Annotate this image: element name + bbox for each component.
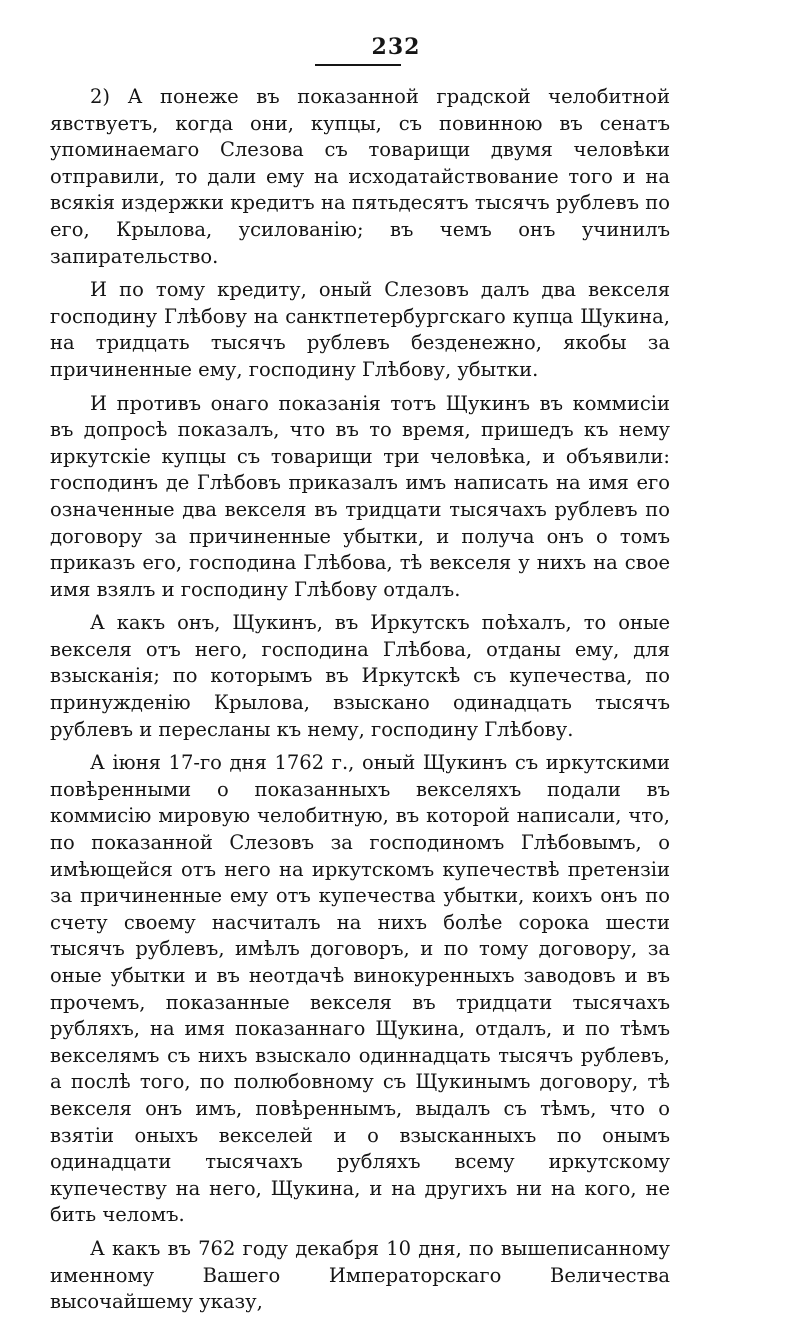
- paragraph: 2) А понеже въ показанной градской челобитной явствуетъ, когда они, купцы, съ повинною въ сенатъ упоминаемаго Слезова съ товарищи двумя человѣки отправили, то дали ему на исходатайствование того и на всякія издержки кредитъ на пятьдесятъ тысячъ рублевъ по его, Крылова, усилованію; въ чемъ онъ учинилъ запирательство.: [50, 85, 670, 268]
- paragraph: И противъ онаго показанія тотъ Щукинъ въ коммисіи въ допросѣ показалъ, что въ то время, пришедъ къ нему иркутскіе купцы съ товарищи три человѣка, и объявили: господинъ де Глѣбовъ приказалъ имъ написать на имя его означенные два векселя въ тридцати тысячахъ рублевъ по договору за причиненные убытки, и получа онъ о томъ приказъ его, господина Глѣбова, тѣ векселя у нихъ на свое имя взялъ и господину Глѣбову отдалъ.: [50, 391, 670, 601]
- body-text: [50, 84, 670, 1323]
- paragraph: А іюня 17-го дня 1762 г., оный Щукинъ съ иркутскими повѣренными о показанныхъ векселяхъ подали въ коммисію мировую челобитную, въ которой написали, что, по показанной Слезовъ за господиномъ Глѣбовымъ, о имѣющейся отъ него на иркутскомъ купечествѣ претензіи за причиненные ему отъ купечества убытки, коихъ онъ по счету своему насчиталъ на нихъ болѣе сорока шести тысячъ рублевъ, имѣлъ договоръ, и по тому договору, за оные убытки и въ неотдачѣ винокуренныхъ заводовъ и въ прочемъ, показанные векселя въ тридцати тысячахъ рубляхъ, на имя показаннаго Щукина, отдалъ, и по тѣмъ векселямъ съ нихъ взыскало одиннадцать тысячъ рублевъ, а послѣ того, по полюбовному съ Щукинымъ договору, тѣ векселя онъ имъ, повѣреннымъ, выдалъ съ тѣмъ, что о взятіи оныхъ векселей и о взысканныхъ по онымъ одинадцати тысячахъ рубляхъ всему иркутскому купечеству на него, Щукина, и на другихъ ни на кого, не бить челомъ.: [50, 751, 670, 1227]
- page-number-rule: [315, 64, 401, 66]
- paragraph: А какъ въ 762 году декабря 10 дня, по вышеписанному именному Вашего Императорскаго Величества высочайшему указу,: [50, 1236, 670, 1314]
- page-number: 232: [371, 34, 421, 60]
- paragraph: А какъ онъ, Щукинъ, въ Иркутскъ поѣхалъ, то оные векселя отъ него, господина Глѣбова, отданы ему, для взысканія; по которымъ въ Иркутскѣ съ купечества, по принужденію Крылова, взыскано одинадцать тысячъ рублевъ и пересланы къ нему, господину Глѣбову.: [50, 611, 670, 741]
- paragraph: И по тому кредиту, оный Слезовъ далъ два векселя господину Глѣбову на санктпетербургскаго купца Щукина, на тридцать тысячъ рублевъ безденежно, якобы за причиненные ему, господину Глѣбову, убытки.: [50, 278, 670, 381]
